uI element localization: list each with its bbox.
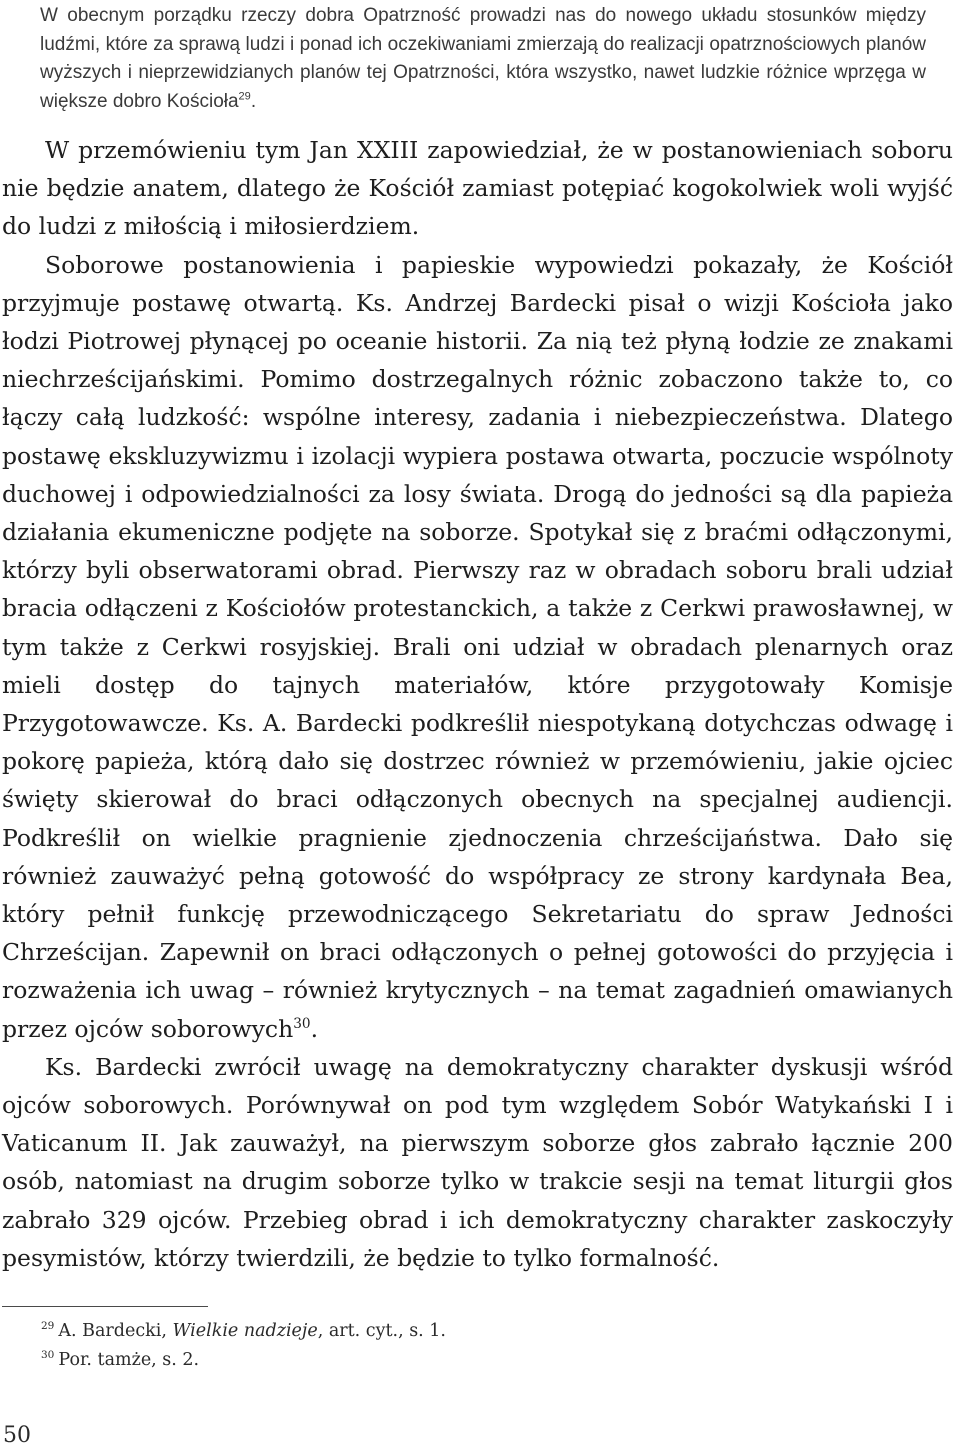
footnote-ref-29[interactable]: 29 <box>238 90 251 103</box>
paragraph-2: Soborowe postanowienia i papieskie wypowiedzi pokazały, że Kościół przyjmuje postawę otwartą. Ks. Andrzej Bardecki pisał o wizji Kościoła jako łodzi Piotrowej płynącej po oceanie historii. Za nią też płyną łodzie ze znakami niechrześcijańskimi. Pomimo dostrzegalnych różnic zobaczono także to, co łączy całą ludzkość: wspólne interesy, zadania i niebezpieczeństwa. Dlatego postawę ekskluzywizmu i izolacji wypiera postawa otwarta, poczucie wspólnoty duchowej i odpowiedzialności za losy świata. Drogą do jedności są dla papieża działania ekumeniczne podjęte na soborze. Spotykał się z braćmi odłączonymi, którzy byli obserwatorami obrad. Pierwszy raz w obradach soboru brali udział bracia odłączeni z Kościołów protestanckich, a także z Cerkwi prawosławnej, w tym także z Cerkwi rosyjskiej. Brali oni udział w obradach plenarnych oraz mieli dostęp do tajnych materiałów, które przygotowały Komisje Przygotowawcze. Ks. A. Bardecki podkreślił niespotykaną dotychczas odwagę i pokorę papieża, którą dało się dostrzec również w przemówieniu, jakie ojciec święty skierował do braci odłączonych obecnych na specjalnej audiencji. Podkreślił on wielkie pragnienie zjednoczenia chrześcijaństwa. Dało się również zauważyć pełną gotowość do współpracy ze strony kardynała Bea, który pełnił funkcję przewodniczącego Sekretariatu do spraw Jedności Chrześcijan. Zapewnił on braci odłączonych o pełnej gotowości do przyjęcia i rozważenia ich uwag – również krytycznych – na temat zagadnień omawianych przez ojców soborowych$^{30}$. <box>2 250 953 1043</box>
quote-text: W obecnym porządku rzeczy dobra Opatrzność prowadzi nas do nowego układu stosunków między ludźmi, które za sprawą ludzi i ponad ich oczekiwaniami zmierzają do realizacji opatrznościowych planów wyższych i nieprzewidzianych planów tej Opatrzności, która wszystko, nawet ludzkie różnice wprzęga w większe dobro Kościoła <box>40 5 926 113</box>
quote-end: . <box>250 91 257 113</box>
footnotes <box>41 1317 921 1375</box>
footnote-30 <box>41 1346 921 1375</box>
footnote-number: 29 <box>41 1320 55 1333</box>
page-number: 50 <box>3 1423 31 1448</box>
footnote-separator <box>2 1306 208 1307</box>
footnote-author: A. Bardecki, <box>58 1321 173 1341</box>
body-text <box>2 131 953 1277</box>
footnote-title: Wielkie nadzieje <box>172 1321 318 1341</box>
footnote-ref-30[interactable]: 30 <box>293 1015 311 1032</box>
footnote-rest: , art. cyt., s. 1. <box>317 1321 446 1341</box>
footnote-author: Por. tamże, s. 2. <box>58 1350 200 1370</box>
footnote-number: 30 <box>41 1349 55 1362</box>
footnote-29 <box>41 1317 921 1346</box>
paragraph-1: W przemówieniu tym Jan XXIII zapowiedział, że w postanowieniach soboru nie będzie anatem, dlatego że Kościół zamiast potępiać kogokolwiek woli wyjść do ludzi z miłością i miłosierdziem. <box>2 136 953 241</box>
block-quote <box>40 2 926 117</box>
paragraph-3: Ks. Bardecki zwrócił uwagę na demokratyczny charakter dyskusji wśród ojców soborowych. Porównywał on pod tym względem Sobór Watykański I i Vaticanum II. Jak zauważył, na pierwszym soborze głos zabrało łącznie 200 osób, natomiast na drugim soborze tylko w trakcie sesji na temat liturgii głos zabrało 329 ojców. Przebieg obrad i ich demokratyczny charakter zaskoczyły pesymistów, którzy twierdzili, że będzie to tylko formalność. <box>2 1052 953 1272</box>
